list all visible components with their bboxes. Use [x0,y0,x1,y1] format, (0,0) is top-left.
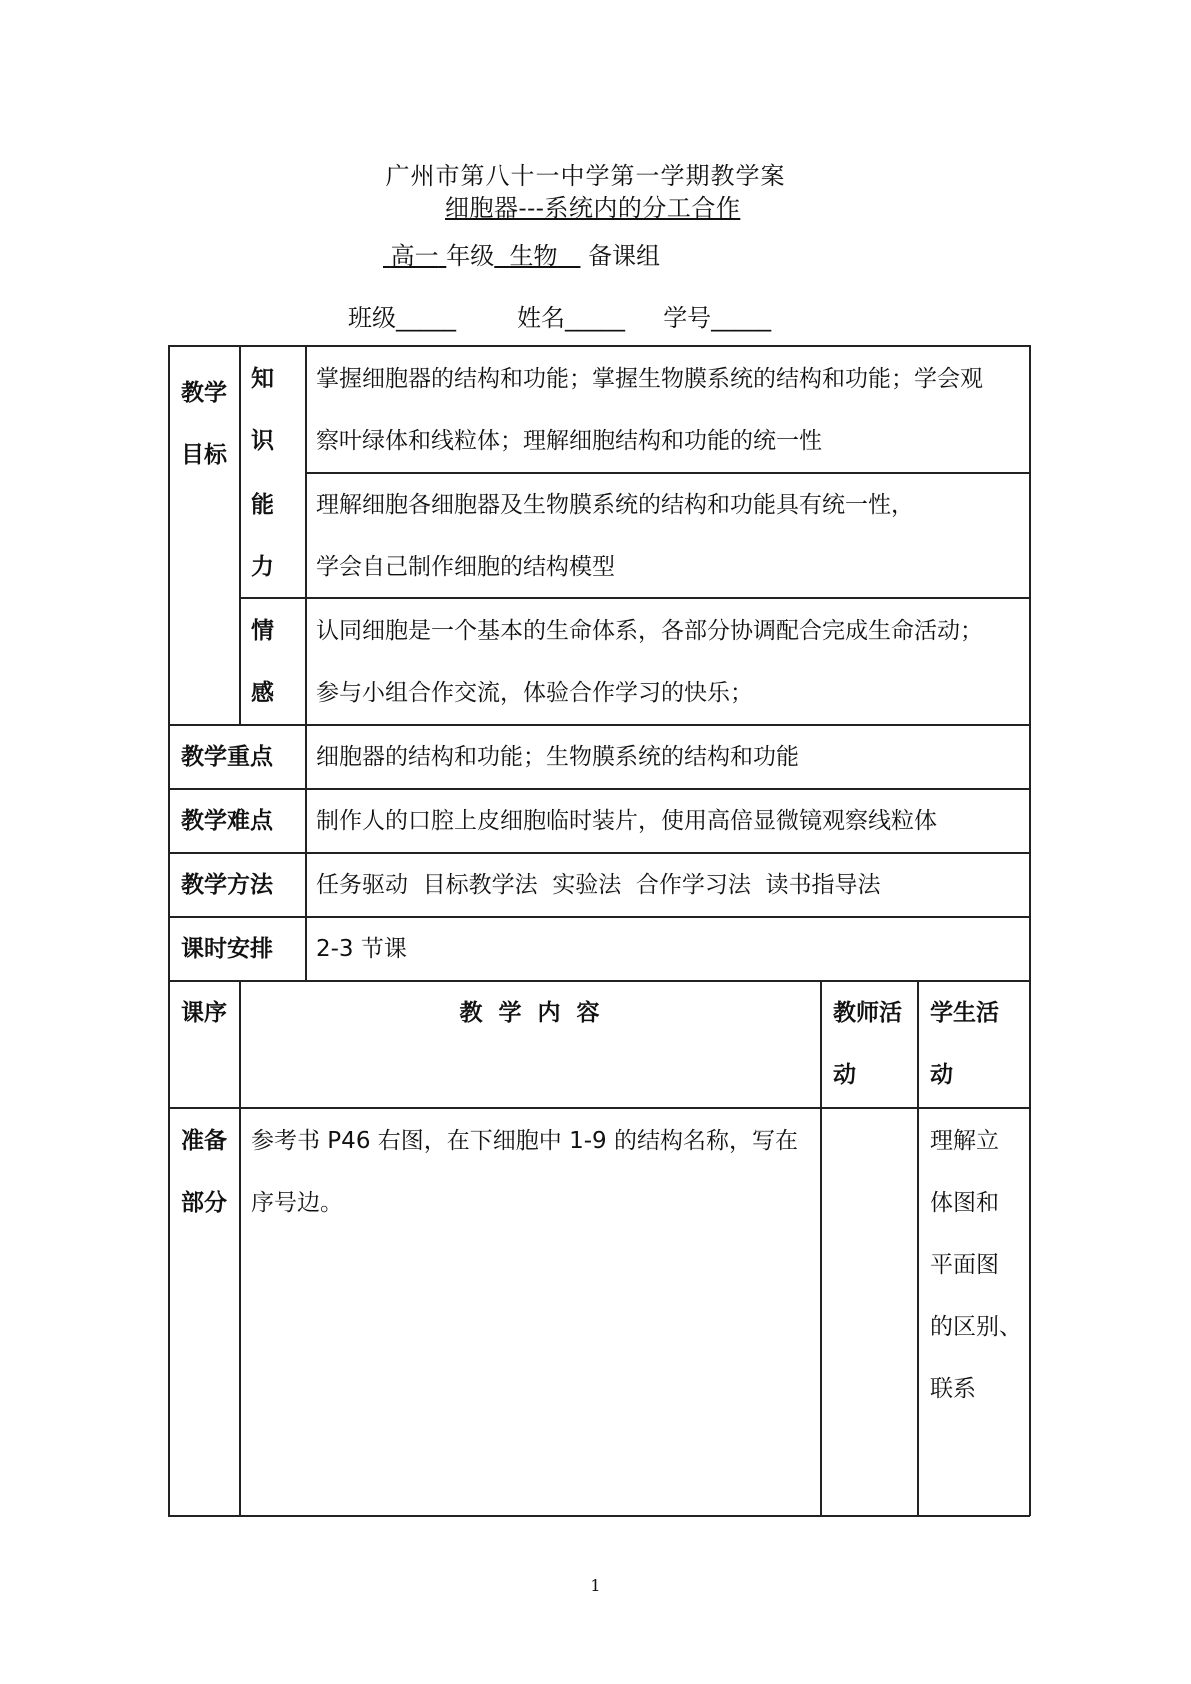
emotion-label: 情 感 [251,618,274,706]
group-label: 备课组 [588,242,661,270]
lesson-title: 细胞器---系统内的分工合作 [445,194,741,222]
school-title: 广州市第八十一中学第一学期教学案 [385,162,786,190]
grade-value: 高一 [390,242,439,270]
grade-line [383,236,660,271]
teacher-activity-header: 教师活 动 [833,1000,902,1088]
student-activity-header: 学生活 动 [930,1000,999,1088]
ability-label: 能 力 [251,492,274,580]
difficulties-text: 制作人的口腔上皮细胞临时装片，使用高倍显微镜观察线粒体 [316,808,937,834]
difficulties-label: 教学难点 [181,808,273,834]
objectives-label: 教学 目标 [181,380,227,468]
grade-label: 年级 [446,242,495,270]
prep-student-activity: 理解立 体图和 平面图 的区别、 联系 [930,1128,1022,1402]
student-info-line [348,298,771,333]
subject-value: 生物 [509,242,558,270]
content-header: 教 学 内 容 [459,1000,600,1026]
emotion-text: 认同细胞是一个基本的生命体系，各部分协调配合完成生命活动； 参与小组合作交流，体验合作学习的快乐； [316,618,983,706]
number-field[interactable]: 学号_____ [663,304,772,332]
methods-label: 教学方法 [181,872,273,898]
knowledge-label: 知 识 [251,366,274,454]
key-points-label: 教学重点 [181,744,273,770]
key-points-text: 细胞器的结构和功能；生物膜系统的结构和功能 [316,744,799,770]
schedule-label: 课时安排 [181,936,273,962]
sequence-header: 课序 [181,1000,227,1026]
name-field[interactable]: 姓名_____ [517,304,626,332]
methods-text: 任务驱动 目标教学法 实验法 合作学习法 读书指导法 [316,872,881,898]
prep-label: 准备 部分 [181,1128,227,1216]
schedule-text: 2-3 节课 [316,936,407,962]
knowledge-text: 掌握细胞器的结构和功能；掌握生物膜系统的结构和功能；学会观 察叶绿体和线粒体；理解细胞结构和功能的统一性 [316,366,983,454]
ability-text: 理解细胞各细胞器及生物膜系统的结构和功能具有统一性， 学会自己制作细胞的结构模型 [316,492,914,580]
class-field[interactable]: 班级_____ [348,304,456,332]
page-number: 1 [590,1576,601,1595]
prep-content: 参考书 P46 右图，在下细胞中 1-9 的结构名称，写在 序号边。 [251,1128,798,1216]
